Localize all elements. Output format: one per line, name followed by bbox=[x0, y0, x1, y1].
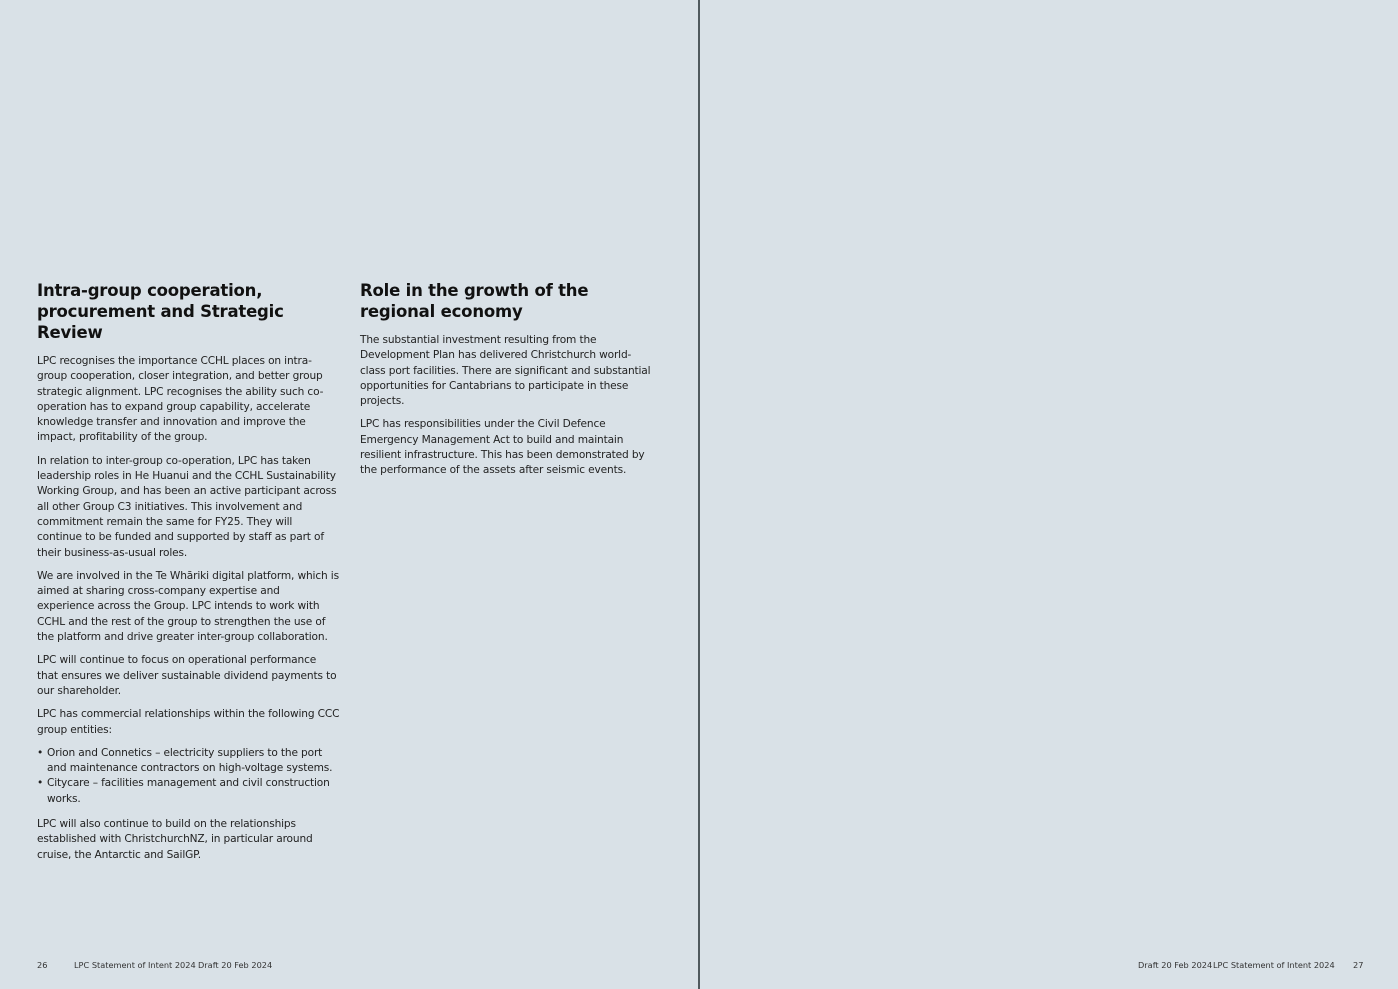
intra-group-heading: Intra-group cooperation, procurement and Strategic Review bbox=[37, 281, 284, 342]
right-footer-draft: Draft 20 Feb 2024 bbox=[1138, 960, 1213, 970]
intra-group-paragraph-1: LPC recognises the importance CCHL places on intra-group cooperation, closer integration, and better group strategic alignment. LPC recognises the ability such co-operation has to expand group capability, accelerate knowledge transfer and innovation and improve the impact, profitability of the group. bbox=[37, 355, 324, 444]
intra-group-paragraph-3: We are involved in the Te Whāriki digital platform, which is aimed at sharing cross-company expertise and experience across the Group. LPC intends to work with CCHL and the rest of the group to strengthen the use of the platform and drive greater inter-group collaboration. bbox=[37, 569, 339, 644]
regional-economy-heading: Role in the growth of the regional economy bbox=[360, 281, 589, 321]
intra-group-paragraph-5: LPC has commercial relationships within the following CCC group entities: bbox=[37, 708, 340, 736]
ccc-entities-list bbox=[37, 746, 340, 807]
list-item-orion: • Orion and Connetics – electricity suppliers to the port and maintenance contractors on high-voltage systems. bbox=[37, 746, 340, 777]
intra-group-paragraph-4: LPC will continue to focus on operational performance that ensures we deliver sustainable dividend payments to our shareholder. bbox=[37, 654, 337, 697]
intra-group-column bbox=[37, 280, 340, 871]
right-page bbox=[700, 0, 1398, 989]
left-page-number: 26 bbox=[37, 960, 48, 970]
regional-economy-column bbox=[360, 280, 652, 487]
regional-economy-paragraph-1: The substantial investment resulting from the Development Plan has delivered Christchurch world-class port facilities. There are significant and substantial opportunities for Cantabrians to participate in these projects. bbox=[360, 334, 651, 408]
right-footer-title: LPC Statement of Intent 2024 bbox=[1213, 960, 1335, 970]
intra-group-paragraph-2: In relation to inter-group co-operation, LPC has taken leadership roles in He Huanui and the CCHL Sustainability Working Group, and has been an active participant across all other Group C3 initiatives. This involvement and commitment remain the same for FY25. They will continue to be funded and supported by staff as part of their business-as-usual roles. bbox=[37, 454, 337, 559]
right-page-number: 27 bbox=[1353, 960, 1364, 970]
list-item-citycare: • Citycare – facilities management and civil construction works. bbox=[37, 776, 340, 807]
left-footer-draft: Draft 20 Feb 2024 bbox=[198, 960, 273, 970]
regional-economy-paragraph-2: LPC has responsibilities under the Civil Defence Emergency Management Act to build and maintain resilient infrastructure. This has been demonstrated by the performance of the assets after seismic events. bbox=[360, 418, 645, 477]
left-footer-title: LPC Statement of Intent 2024 bbox=[74, 960, 196, 970]
intra-group-closing-paragraph: LPC will also continue to build on the relationships established with ChristchurchNZ, in particular around cruise, the Antarctic and SailGP. bbox=[37, 818, 313, 861]
